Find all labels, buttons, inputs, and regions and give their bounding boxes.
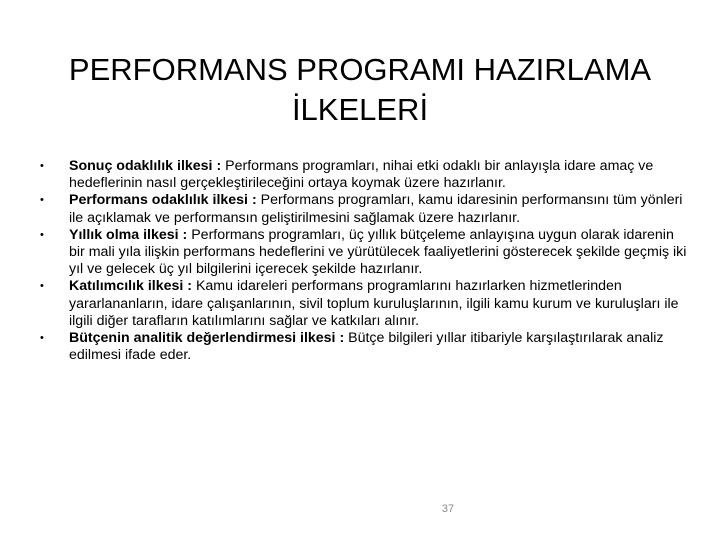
principle-lead: Katılımcılık ilkesi :	[69, 278, 193, 295]
bullet-icon: •	[40, 332, 44, 345]
principle-item-annuality	[40, 227, 690, 279]
principle-item-performance-orientation	[40, 192, 690, 226]
slide-title-line-2: İLKELERİ	[291, 92, 429, 127]
slide-title	[40, 50, 680, 130]
bullet-icon: •	[40, 280, 44, 293]
principle-text: Performans programları, nihai etki odaklı bir anlayışla idare amaç ve hedeflerinin nasıl gerçekleştirileceğini ortaya koymak üzere hazırlanır.	[69, 158, 654, 192]
principle-item-analytical-evaluation	[40, 330, 690, 364]
bullet-icon: •	[40, 228, 44, 241]
principle-item-participation	[40, 278, 690, 330]
slide-title-line-1: PERFORMANS PROGRAMI HAZIRLAMA	[68, 52, 652, 87]
principle-text: Performans programları, kamu idaresinin performansını tüm yönleri ile açıklamak ve performansın geliştirilmesini sağlamak üzere hazırlanır.	[69, 192, 683, 226]
principle-lead: Performans odaklılık ilkesi :	[69, 192, 257, 209]
page-number: 37	[441, 503, 455, 515]
bullet-icon: •	[40, 194, 44, 207]
principle-text: Bütçe bilgileri yıllar itibariyle karşılaştırılarak analiz edilmesi ifade eder.	[69, 330, 664, 364]
principle-lead: Bütçenin analitik değerlendirmesi ilkesi :	[69, 330, 345, 347]
principle-lead: Sonuç odaklılık ilkesi :	[69, 158, 222, 174]
principle-item-results-orientation	[40, 158, 690, 192]
principle-text: Kamu idareleri performans programlarını hazırlarken hizmetlerinden yararlananların, idare çalışanlarının, sivil toplum kuruluşlarının, ilgili kamu kurum ve kuruluşları ile ilgili diğer tarafların katılımlarını sağlar ve katkıları alınır.	[69, 278, 679, 329]
bullet-icon: •	[40, 160, 44, 172]
principle-text: Performans programları, üç yıllık bütçeleme anlayışına uygun olarak idarenin bir mali yıla ilişkin performans hedeflerini ve yürütülecek faaliyetlerini gösterecek şekilde geçmiş iki yıl ve gelecek üç yıl bilgilerini içerecek şekilde hazırlanır.	[69, 226, 687, 278]
principle-lead: Yıllık olma ilkesi :	[69, 226, 188, 243]
principles-list	[40, 158, 690, 364]
